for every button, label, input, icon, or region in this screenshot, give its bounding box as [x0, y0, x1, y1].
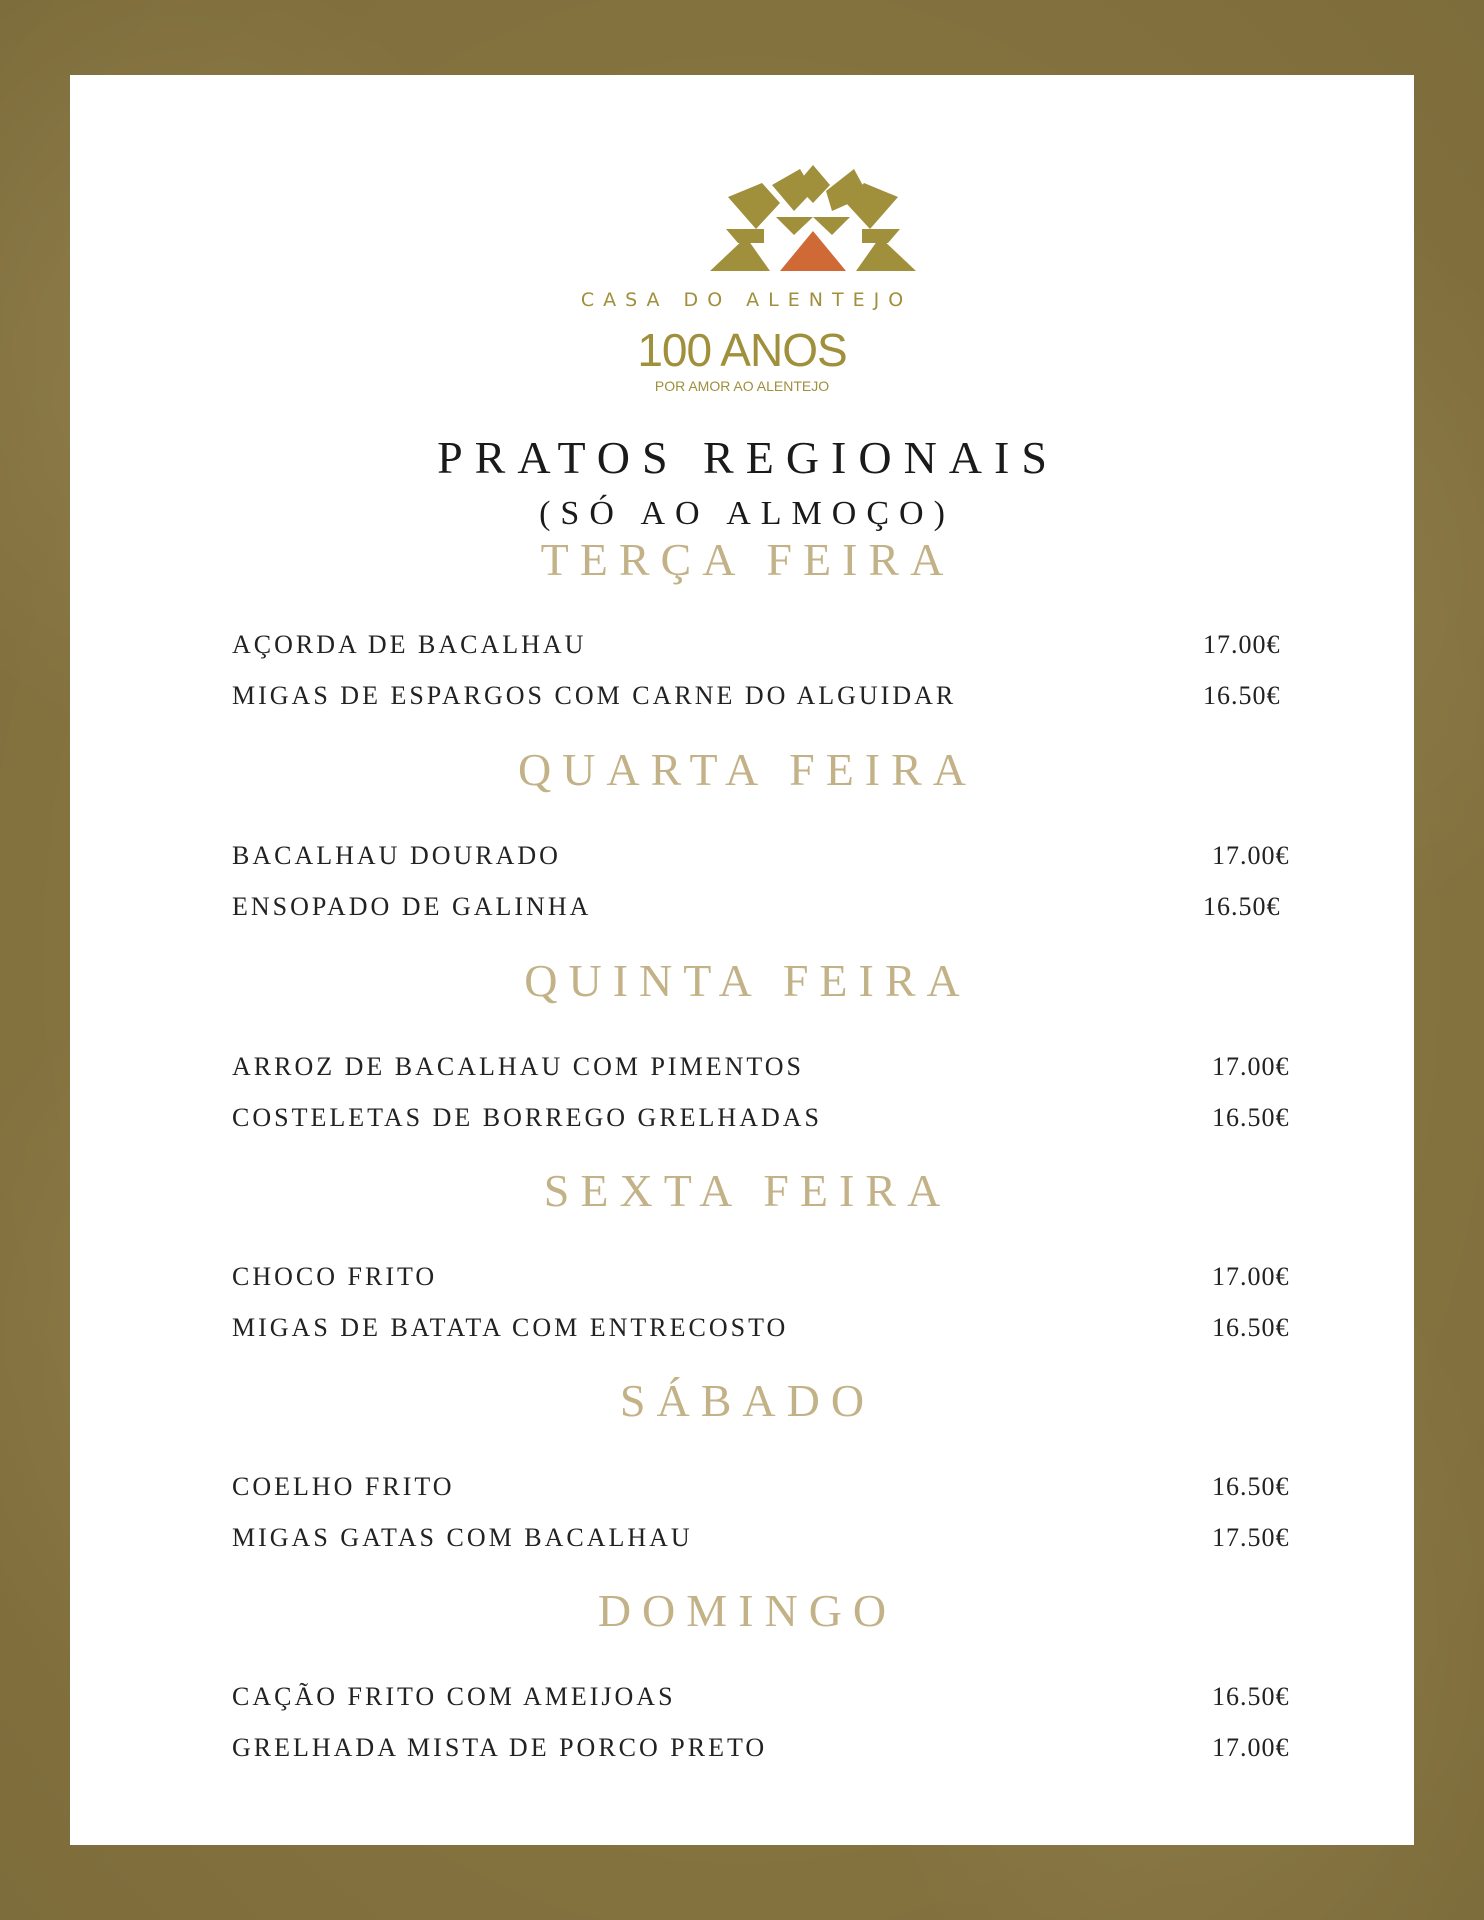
- dish-name: GRELHADA MISTA DE PORCO PRETO: [232, 1733, 768, 1762]
- menu-title: PRATOS REGIONAIS: [437, 432, 1059, 483]
- dish-price: 17.00€: [1212, 1262, 1290, 1291]
- day-heading: SEXTA FEIRA: [543, 1165, 952, 1216]
- day-heading: SÁBADO: [619, 1375, 876, 1426]
- dish-name: COELHO FRITO: [232, 1472, 455, 1501]
- dish-name: MIGAS DE BATATA COM ENTRECOSTO: [232, 1313, 789, 1342]
- dish-price: 16.50€: [1212, 1472, 1290, 1501]
- dish-price: 16.50€: [1212, 1103, 1290, 1132]
- day-heading: QUINTA FEIRA: [524, 955, 971, 1006]
- dish-price: 16.50€: [1212, 1313, 1290, 1342]
- brand-tagline: POR AMOR AO ALENTEJO: [654, 378, 830, 394]
- casa-do-alentejo-logo-icon: [710, 165, 916, 271]
- menu-page: [70, 75, 1414, 1845]
- dish-price: 17.00€: [1212, 1733, 1290, 1762]
- dish-name: ENSOPADO DE GALINHA: [232, 892, 592, 921]
- dish-name: AÇORDA DE BACALHAU: [232, 630, 587, 659]
- dish-name: BACALHAU DOURADO: [232, 841, 561, 870]
- dish-price: 17.00€: [1203, 630, 1281, 659]
- day-heading: DOMINGO: [597, 1585, 898, 1636]
- brand-name: CASA DO ALENTEJO: [580, 289, 913, 311]
- dish-name: COSTELETAS DE BORREGO GRELHADAS: [232, 1103, 822, 1132]
- dish-price: 17.50€: [1212, 1523, 1290, 1552]
- menu-subtitle: (SÓ AO ALMOÇO): [539, 495, 955, 532]
- dish-price: 17.00€: [1212, 1052, 1290, 1081]
- dish-name: CAÇÃO FRITO COM AMEIJOAS: [232, 1682, 676, 1711]
- dish-price: 16.50€: [1203, 681, 1281, 710]
- day-heading: TERÇA FEIRA: [540, 534, 955, 585]
- dish-price: 16.50€: [1212, 1682, 1290, 1711]
- dish-name: CHOCO FRITO: [232, 1262, 438, 1291]
- anniversary-title: 100 ANOS: [637, 324, 847, 376]
- dish-name: MIGAS GATAS COM BACALHAU: [232, 1523, 693, 1552]
- dish-price: 17.00€: [1212, 841, 1290, 870]
- dish-name: ARROZ DE BACALHAU COM PIMENTOS: [232, 1052, 805, 1081]
- dish-name: MIGAS DE ESPARGOS COM CARNE DO ALGUIDAR: [232, 681, 957, 710]
- day-heading: QUARTA FEIRA: [517, 744, 978, 795]
- dish-price: 16.50€: [1203, 892, 1281, 921]
